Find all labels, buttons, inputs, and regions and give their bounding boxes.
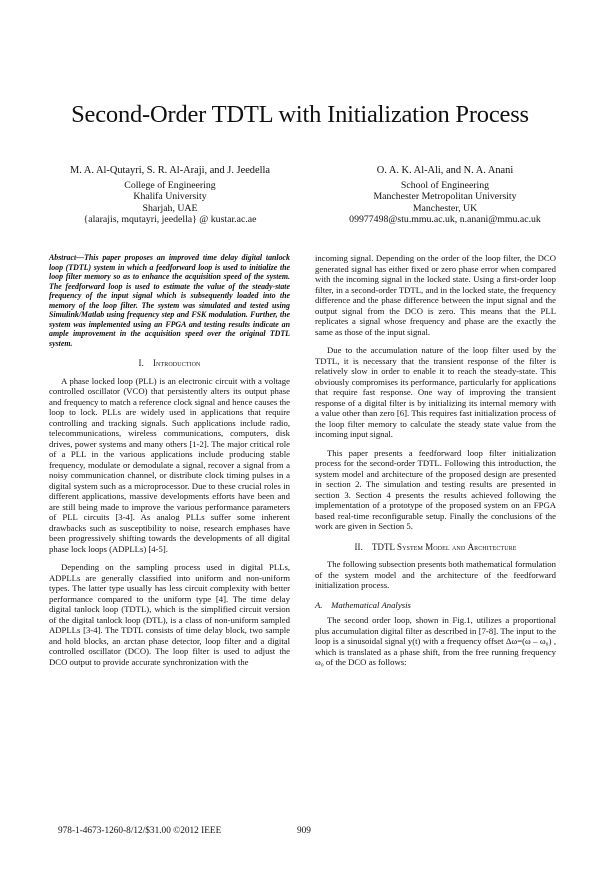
right-column: [315, 253, 556, 668]
paragraph: Depending on the sampling process used in digital PLLs, ADPLLs are generally classified into uniform and non-uniform types. The latter type usually has less circuit complexity with better performance compared to the uniform type [4]. The time delay digital tanlock loop (TDTL), which is the simplified circuit version of the digital tanlock loop (DTL), is a class of non-uniform sampled ADPLLs [3-4]. The TDTL consists of time delay block, two sample and hold blocks, an arctan phase detector, loop filter and a digital controlled oscillator (DCO). The loop filter is used to adjust the DCO output to provide accurate synchronization with the: [49, 562, 290, 667]
subsection-heading: A. Mathematical Analysis: [315, 599, 411, 610]
author-email: 09977498@stu.mmu.ac.uk, n.anani@mmu.ac.uk: [349, 214, 541, 226]
paragraph: A phase locked loop (PLL) is an electronic circuit with a voltage controlled oscillator (VCO) that persistently alters its output phase and frequency to match a reference clock signal and hence causes the loop to lock. PLLs are widely used in applications that require controlling and tracking signals. Such applications include radio, telecommunications, wireless communications, computers, disk drives, power systems and many others [1-2]. The major critical role of a PLL in the various applications include producing stable frequency, modulate or demodulate a signal, recover a signal from a noisy communication channel, or distribute clock timing pulses in a digital system such as a microprocessor. Due to these crucial roles in different applications, massive developments efforts have been and are still being made to improve the various performance parameters of PLL circuits [3-4]. As analog PLLs suffer some inherent drawbacks such as susceptibility to noise, research emphases have been progressively shifting towards the developments of all digital phase lock loops (ADPLLs) [4-5].: [49, 375, 290, 554]
paragraph: The following subsection presents both mathematical formulation of the system model and the architecture of the feedforward initialization process.: [315, 559, 556, 590]
left-column: [49, 253, 290, 667]
paragraph: The second order loop, shown in Fig.1, utilizes a proportional plus accumulation digital filter as described in [7-8]. The input to the loop is a sinusoidal signal y(t) with a frequency offset Δω=(ω – ω₀) , which is translated as a phase shift, from the free running frequency ω₀ of the DCO as follows:: [315, 615, 556, 667]
abstract: [49, 253, 290, 348]
author-names: O. A. K. Al-Ali, and N. A. Anani: [376, 165, 514, 176]
author-block-right: [330, 165, 560, 226]
author-block-left: [55, 165, 285, 226]
page-number: 909: [297, 826, 311, 836]
affiliation-line: College of Engineering: [124, 179, 216, 191]
paragraph: This paper presents a feedforward loop filter initialization process for the second-order TDTL. Following this introduction, the system model and architecture of the proposed design are presented in section 2. The simulation and testing results are presented in section 3. Section 4 presents the results achieved following the implementation of a prototype of the proposed system on an FPGA based real-time reconfigurable setup. Finally the conclusions of the work are given in Section 5.: [315, 447, 556, 531]
abstract-text: —This paper proposes an improved time delay digital tanlock loop (TDTL) system in which a feedforward loop is used to initialize the loop filter memory so as to enhance the acquisition speed of the system. The feedforward loop is used to estimate the value of the steady-state frequency of the input signal which is subsequently loaded into the memory of the loop filter. The system was simulated and tested using Simulink/Matlab using frequency step and FSK modulation. Further, the system was implemented using an FPGA and testing results indicate an ample improvement in the acquisition speed over the original TDTL system.: [49, 253, 290, 348]
section-heading-system-model: II. TDTL System Model and Architecture: [354, 541, 517, 552]
affiliation-line: School of Engineering: [400, 179, 490, 191]
paragraph: incoming signal. Depending on the order of the loop filter, the DCO generated signal has either fixed or zero phase error when compared with the incoming signal in the locked state. Using a first-order loop filter, in a second-order TDTL, and in the locked state, the frequency difference and the phase difference between the input signal and the output signal from the DCO is zero. This means that the PLL replicates a signal whose frequency and phase are the exactly the same as those of the input signal.: [315, 253, 556, 337]
affiliation-line: Sharjah, UAE: [142, 202, 198, 214]
author-names: M. A. Al-Qutayri, S. R. Al-Araji, and J. Jeedella: [70, 165, 270, 176]
affiliation-line: Khalifa University: [133, 191, 207, 203]
affiliation-line: Manchester Metropolitan University: [373, 191, 517, 203]
abstract-label: Abstract: [49, 253, 77, 262]
section-heading-introduction: I. Introduction: [138, 358, 201, 369]
paragraph: Due to the accumulation nature of the loop filter used by the TDTL, it is necessary that the transient response of the filter is relatively slow in order to enable it to reach the steady-state. This obviously compromises its performance, particularly for applications that require fast response. One way of improving the transient response of a digital filter is by initializing its internal memory with a value other than zero [6]. This requires fast initialization process of the loop filter memory to calculate the steady state value from the incoming input signal.: [315, 345, 556, 439]
affiliation-line: Manchester, UK: [412, 202, 478, 214]
author-email: {alarajis, mqutayri, jeedella} @ kustar.ac.ae: [83, 214, 257, 226]
paper-title: Second-Order TDTL with Initialization Process: [71, 101, 529, 128]
copyright-footer: 978-1-4673-1260-8/12/$31.00 ©2012 IEEE: [58, 826, 222, 836]
